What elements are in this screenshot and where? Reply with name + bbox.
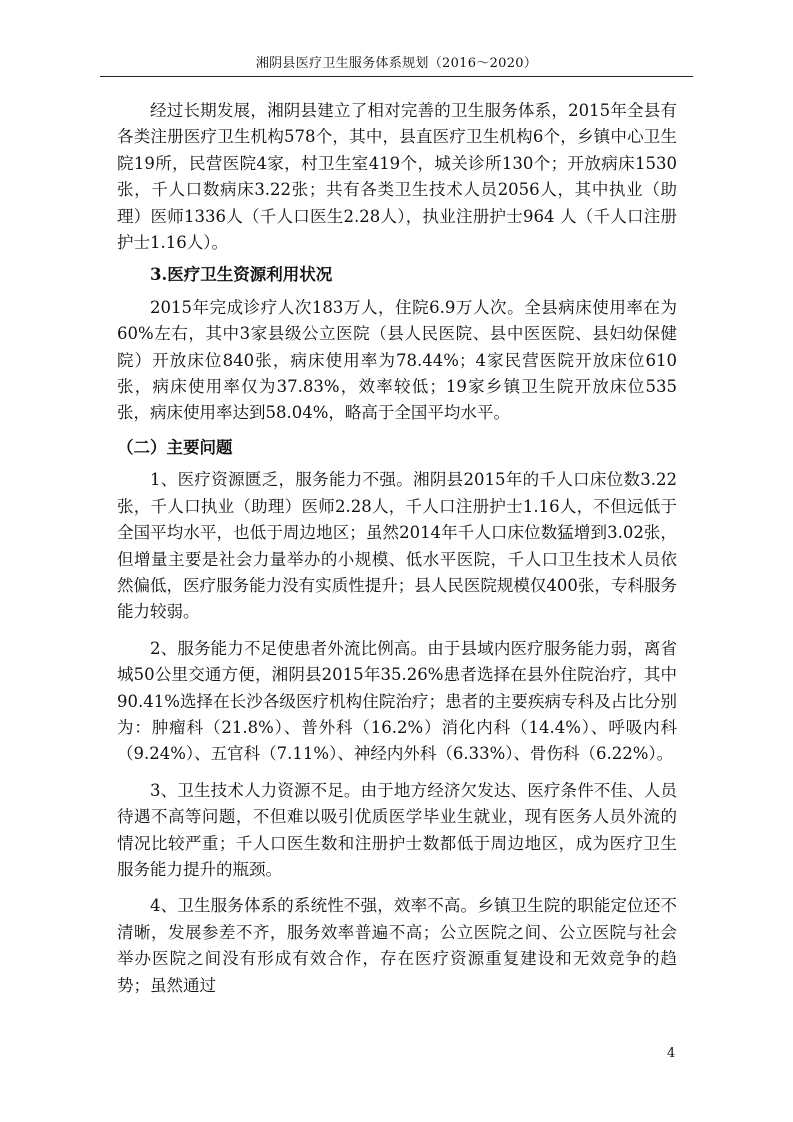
heading-main-problems: （二）主要问题 bbox=[117, 437, 233, 457]
paragraph-utilization: 2015年完成诊疗人次183万人，住院6.9万人次。全县病床使用率在为60%左右，其中3家县级公立医院（县人民医院、县中医医院、县妇幼保健院）开放床位840张，病床使用率为78.44%；4家民营医院开放床位610张，病床使用率仅为37.83%，效率较低；19家乡镇卫生院开放床位535张，病床使用率达到58.04%，略高于全国平均水平。 bbox=[117, 297, 677, 423]
page-number: 4 bbox=[667, 1046, 676, 1061]
page-header: 湘阴县医疗卫生服务体系规划（2016～2020） bbox=[255, 56, 538, 71]
header-divider bbox=[100, 76, 693, 77]
paragraph-spacer bbox=[117, 883, 677, 893]
paragraph-problem-3: 3、卫生技术人力资源不足。由于地方经济欠发达、医疗条件不佳、人员待遇不高等问题，不但难以吸引优质医学毕业生就业，现有医务人员外流的情况比较严重；千人口医生数和注册护士数都低于周边地区，成为医疗卫生服务能力提升的瓶颈。 bbox=[117, 780, 677, 879]
paragraph-institutions: 经过长期发展，湘阴县建立了相对完善的卫生服务体系，2015年全县有各类注册医疗卫生机构578个，其中，县直医疗卫生机构6个，乡镇中心卫生院19所，民营医院4家，村卫生室419个，城关诊所130个；开放病床1530张，千人口数病床3.22张；共有各类卫生技术人员2056人，其中执业（助理）医师1336人（千人口医生2.28人），执业注册护士964 人（千人口注册护士1.16人）。 bbox=[117, 101, 677, 253]
paragraph-problem-4: 4、卫生服务体系的系统性不强，效率不高。乡镇卫生院的职能定位还不清晰，发展参差不齐，服务效率普遍不高；公立医院之间、公立医院与社会举办医院之间没有形成有效合作，存在医疗资源重复建设和无效竞争的趋势；虽然通过 bbox=[117, 896, 677, 995]
paragraph-problem-1: 1、医疗资源匮乏，服务能力不强。湘阴县2015年的千人口床位数3.22张，千人口执业（助理）医师2.28人，千人口注册护士1.16人，不但远低于全国平均水平，也低于周边地区；虽然2014年千人口床位数猛增到3.02张，但增量主要是社会力量举办的小规模、低水平医院，千人口卫生技术人员依然偏低，医疗服务能力没有实质性提升；县人民医院规模仅400张，专科服务能力较弱。 bbox=[117, 470, 677, 622]
document-body bbox=[117, 98, 677, 999]
paragraph-spacer bbox=[117, 768, 677, 778]
heading-resource-utilization: 3.医疗卫生资源利用状况 bbox=[150, 265, 333, 285]
paragraph-problem-2: 2、服务能力不足使患者外流比例高。由于县域内医疗服务能力弱，离省城50公里交通方便，湘阴县2015年35.26%患者选择在县外住院治疗，其中90.41%选择在长沙各级医疗机构住院治疗；患者的主要疾病专科及占比分别为：肿瘤科（21.8%）、普外科（16.2%）消化内科（14.4%）、呼吸内科（9.24%）、五官科（7.11%）、神经内外科（6.33%）、骨伤科（6.22%）。 bbox=[117, 638, 677, 764]
paragraph-spacer bbox=[117, 626, 677, 636]
